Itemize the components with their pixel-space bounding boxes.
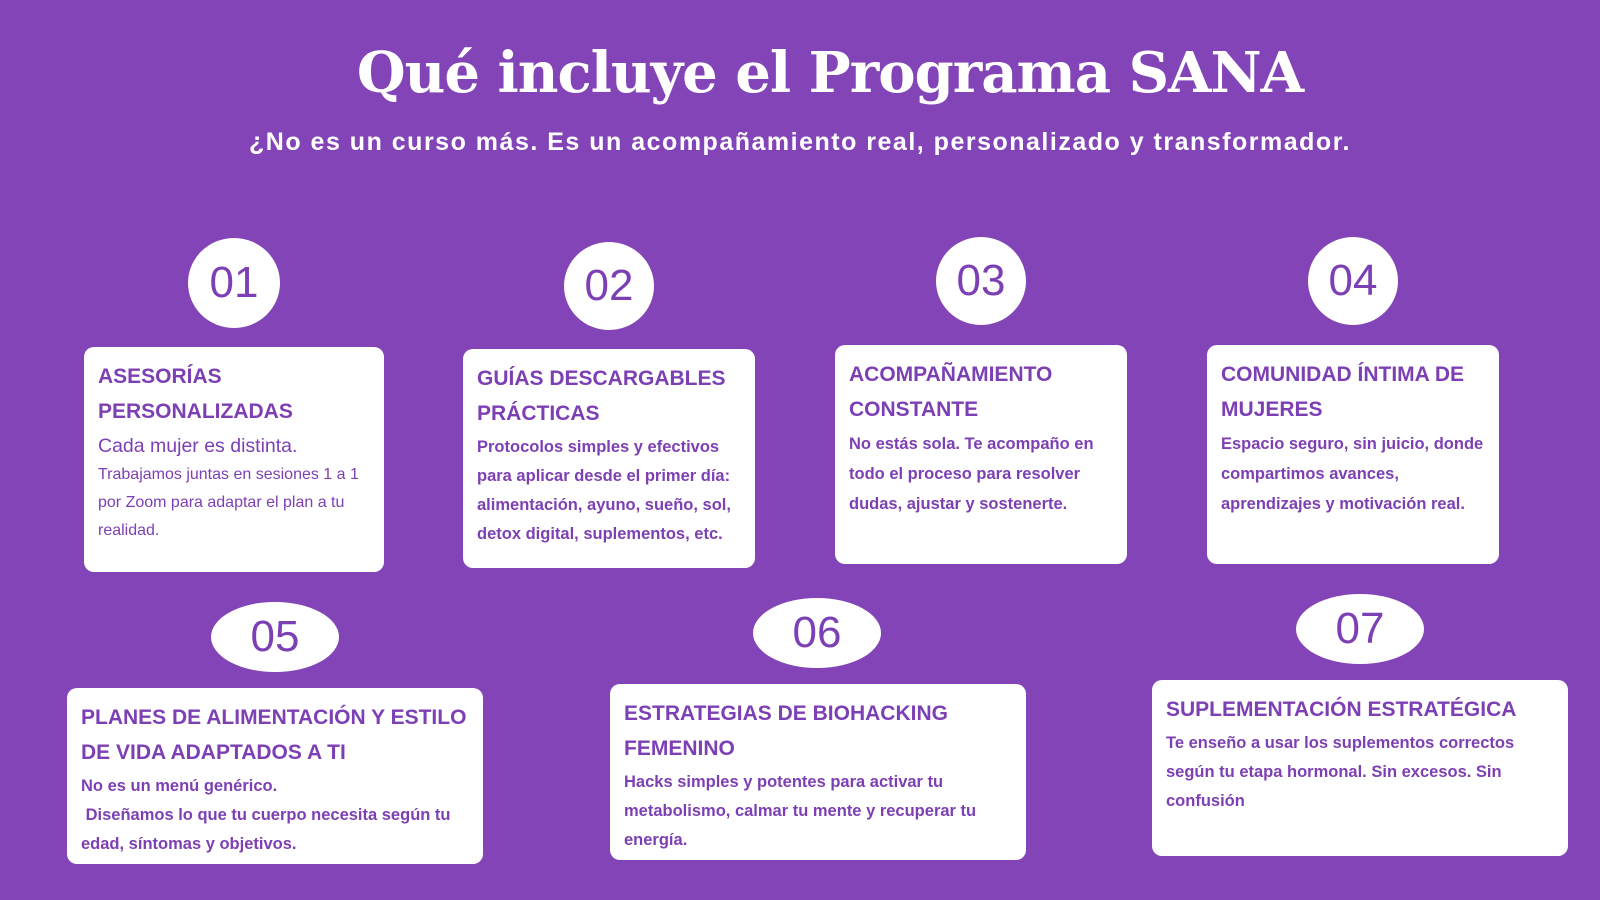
feature-card xyxy=(67,688,483,864)
feature-card xyxy=(463,349,755,568)
feature-description: Diseñamos lo que tu cuerpo necesita según tu edad, síntomas y objetivos. xyxy=(81,806,456,853)
feature-title: PLANES DE ALIMENTACIÓN Y ESTILO DE VIDA ADAPTADOS A TI xyxy=(81,706,467,764)
feature-lead: No es un menú genérico. xyxy=(81,777,278,795)
step-number-badge: 04 xyxy=(1308,237,1398,325)
feature-card xyxy=(610,684,1026,860)
feature-description: Te enseño a usar los suplementos correctos según tu etapa hormonal. Sin excesos. Sin confusión xyxy=(1166,734,1515,810)
step-number-badge: 02 xyxy=(564,242,654,330)
feature-title: SUPLEMENTACIÓN ESTRATÉGICA xyxy=(1166,698,1517,721)
feature-title: COMUNIDAD ÍNTIMA DE MUJERES xyxy=(1221,363,1465,421)
step-number-badge: 01 xyxy=(188,238,280,328)
feature-card xyxy=(1207,345,1499,564)
feature-description: Protocolos simples y efectivos para aplicar desde el primer día: alimentación, ayuno, sueño, sol, detox digital, suplementos, etc. xyxy=(477,438,731,543)
page-title: Qué incluye el Programa SANA xyxy=(356,40,1304,106)
step-number-badge: 06 xyxy=(753,598,881,668)
step-number-badge: 07 xyxy=(1296,594,1424,664)
feature-title: GUÍAS DESCARGABLES PRÁCTICAS xyxy=(477,367,726,425)
feature-lead: Cada mujer es distinta. xyxy=(98,435,298,457)
feature-description: Trabajamos juntas en sesiones 1 a 1 por Zoom para adaptar el plan a tu realidad. xyxy=(98,466,359,539)
feature-card xyxy=(1152,680,1568,856)
feature-description: Espacio seguro, sin juicio, donde compartimos avances, aprendizajes y motivación real. xyxy=(1221,435,1484,513)
feature-description: No estás sola. Te acompaño en todo el proceso para resolver dudas, ajustar y sostenerte. xyxy=(849,435,1094,513)
feature-title: ASESORÍAS PERSONALIZADAS xyxy=(98,365,293,423)
feature-card xyxy=(84,347,384,572)
feature-card xyxy=(835,345,1127,564)
step-number-badge: 05 xyxy=(211,602,339,672)
page-subtitle: ¿No es un curso más. Es un acompañamiento real, personalizado y transformador. xyxy=(249,128,1351,156)
feature-title: ACOMPAÑAMIENTO CONSTANTE xyxy=(849,363,1053,421)
feature-title: ESTRATEGIAS DE BIOHACKING FEMENINO xyxy=(624,702,948,760)
step-number-badge: 03 xyxy=(936,237,1026,325)
feature-description: Hacks simples y potentes para activar tu metabolismo, calmar tu mente y recuperar tu energía. xyxy=(624,773,977,849)
